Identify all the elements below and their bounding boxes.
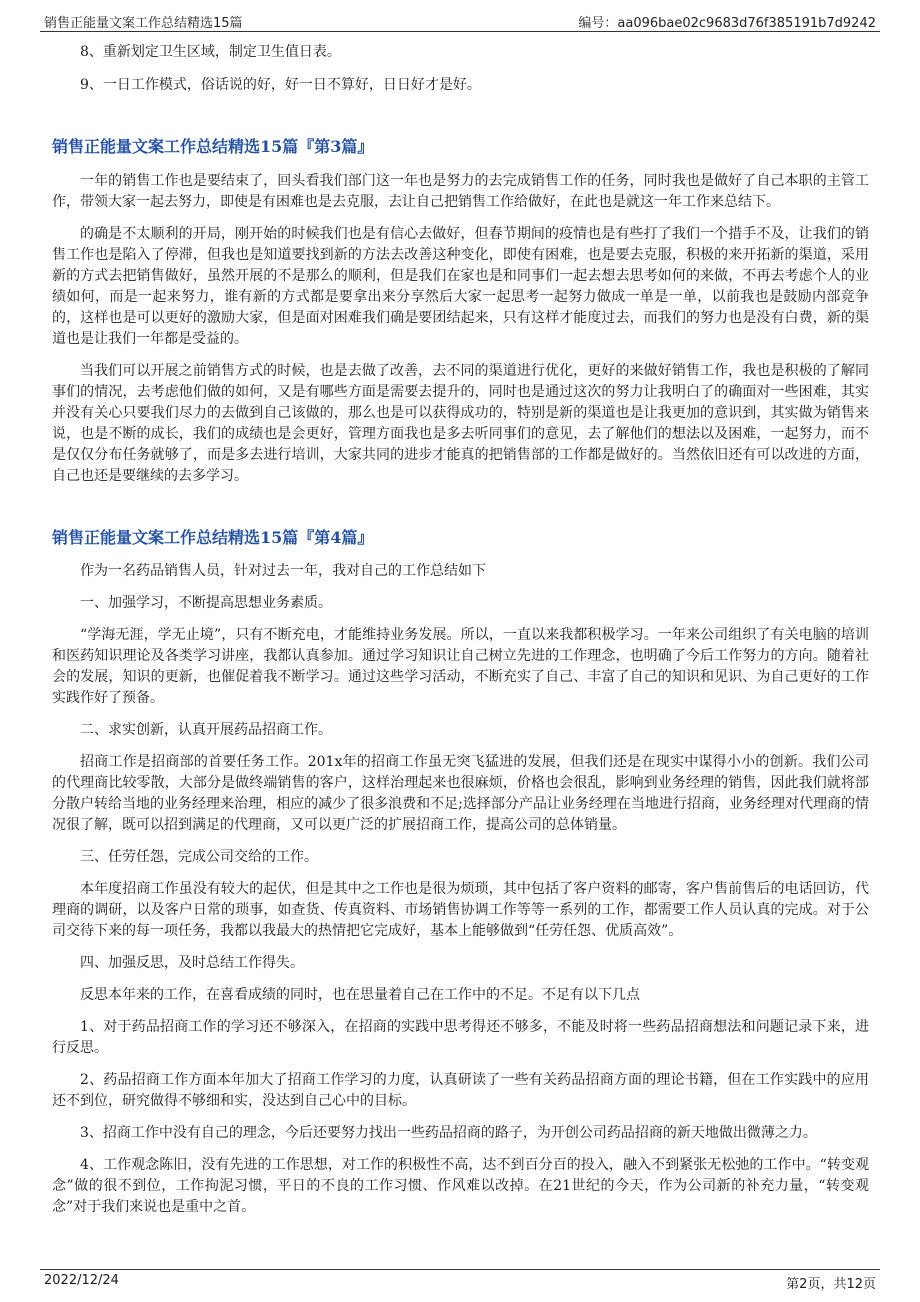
paragraph: 招商工作是招商部的首要任务工作。201x年的招商工作虽无突飞猛进的发展，但我们还是在现实中谋得小小的创新。我们公司的代理商比较零散，大部分是做终端销售的客户，这样治理起来也很麻烦，价格也会很乱，影响到业务经理的销售，因此我们就将部分散户转给当地的业务经理来治理，相应的减少了很多浪费和不足;选择部分产品让业务经理在当地进行招商，业务经理对代理商的情况很了解，既可以招到满足的代理商，又可以更广泛的扩展招商工作，提高公司的总体销量。 [52, 754, 869, 833]
paragraph: 反思本年来的工作，在喜看成绩的同时，也在思量着自己在工作中的不足。不足有以下几点 [80, 987, 640, 1003]
section-title: 销售正能量文案工作总结精选15篇『第3篇』 [52, 137, 374, 156]
header-divider [40, 31, 880, 32]
section-title: 销售正能量文案工作总结精选15篇『第4篇』 [52, 528, 374, 547]
list-item: 8、重新划定卫生区域，制定卫生值日表。 [80, 44, 341, 60]
paragraph: “学海无涯，学无止境”，只有不断充电，才能维持业务发展。所以，一直以来我都积极学习。一年来公司组织了有关电脑的培训和医药知识理论及各类学习讲座，我都认真参加。通过学习知识让自己树立先进的工作理念，也明确了今后工作努力的方向。随着社会的发展，知识的更新，也催促着我不断学习。通过这些学习活动，不断充实了自己、丰富了自己的知识和见识、为自己更好的工作实践作好了预备。 [52, 627, 869, 706]
paragraph: 2、药品招商工作方面本年加大了招商工作学习的力度，认真研读了一些有关药品招商方面的理论书籍，但在工作实践中的应用还不到位，研究做得不够细和实，没达到自己心中的目标。 [52, 1072, 869, 1109]
paragraph: 本年度招商工作虽没有较大的起伏，但是其中之工作也是很为烦琐，其中包括了客户资料的邮寄，客户售前售后的电话回访，代理商的调研，以及客户日常的琐事，如查货、传真资料、市场销售协调工作等等一系列的工作，都需要工作人员认真的完成。对于公司交待下来的每一项任务，我都以我最大的热情把它完成好，基本上能够做到“任劳任怨、优质高效”。 [52, 881, 869, 939]
paragraph: 一年的销售工作也是要结束了，回头看我们部门这一年也是努力的去完成销售工作的任务，同时我也是做好了自己本职的主管工作，带领大家一起去努力，即使是有困难也是去克服，去让自己把销售工作给做好，在此也是就这一年工作来总结下。 [52, 173, 869, 210]
paragraph: 1、对于药品招商工作的学习还不够深入，在招商的实践中思考得还不够多，不能及时将一些药品招商想法和问题记录下来，进行反思。 [52, 1019, 869, 1056]
paragraph: 当我们可以开展之前销售方式的时候，也是去做了改善，去不同的渠道进行优化，更好的来做好销售工作，我也是积极的了解同事们的情况，去考虑他们做的如何，又是有哪些方面是需要去提升的，同时也是通过这次的努力让我明白了的确面对一些困难，其实并没有关心只要我们尽力的去做到自己该做的，那么也是可以获得成功的，特别是新的渠道也是让我更加的意识到，其实做为销售来说，也是不断的成长，我们的成绩也是会更好，管理方面我也是多去听同事们的意见，去了解他们的想法以及困难，一起努力，而不是仅仅分布任务就够了，而是多去进行培训，大家共同的进步才能真的把销售部的工作都是做好的。当然依旧还有可以改进的方面，自己也还是要继续的去多学习。 [52, 363, 869, 484]
paragraph: 三、任劳任怨，完成公司交给的工作。 [80, 849, 318, 865]
paragraph: 二、求实创新，认真开展药品招商工作。 [80, 722, 332, 738]
page-header [0, 0, 920, 30]
paragraph: 的确是不太顺利的开局，刚开始的时候我们也是有信心去做好，但春节期间的疫情也是有些打了我们一个措手不及，让我们的销售工作也是陷入了停滞，但我也是知道要找到新的方法去改善这种变化，即使有困难，也是要去克服，积极的来开拓新的渠道，采用新的方式去把销售做好，虽然开展的不是那么的顺利，但是我们在家也是和同事们一起去想去思考如何的来做，不再去考虑个人的业绩如何，而是一起来努力，谁有新的方式都是要拿出来分享然后大家一起思考一起努力做成一单是一单，以前我也是鼓励内部竞争的，这样也是可以更好的激励大家，但是面对困难我们确是要团结起来，只有这样才能度过去，而我们的努力也是没有白费，新的渠道也是让我们一年都是受益的。 [52, 226, 869, 347]
footer-date: 2022/12/24 [44, 1273, 119, 1288]
document-body [52, 42, 869, 1229]
header-doc-title: 销售正能量文案工作总结精选15篇 [44, 16, 243, 31]
paragraph: 一、加强学习，不断提高思想业务素质。 [80, 595, 332, 611]
paragraph: 四、加强反思，及时总结工作得失。 [80, 955, 304, 971]
paragraph: 作为一名药品销售人员，针对过去一年，我对自己的工作总结如下 [80, 563, 486, 579]
page-footer [0, 1265, 920, 1302]
list-item: 9、一日工作模式，俗话说的好，好一日不算好，日日好才是好。 [80, 77, 481, 93]
paragraph: 4、工作观念陈旧，没有先进的工作思想，对工作的积极性不高，达不到百分百的投入，融入不到紧张无松弛的工作中。“转变观念”做的很不到位，工作拘泥习惯，平日的不良的工作习惯、作风难以改掉。在21世纪的今天，作为公司新的补充力量，“转变观念”对于我们来说也是重中之首。 [52, 1157, 869, 1215]
paragraph: 3、招商工作中没有自己的理念，今后还要努力找出一些药品招商的路子，为开创公司药品招商的新天地做出微薄之力。 [80, 1125, 817, 1141]
footer-page-info: 第2页，共12页 [786, 1277, 876, 1292]
header-doc-id: 编号：aa096bae02c9683d76f385191b7d9242 [578, 16, 876, 31]
footer-divider [40, 1269, 880, 1270]
